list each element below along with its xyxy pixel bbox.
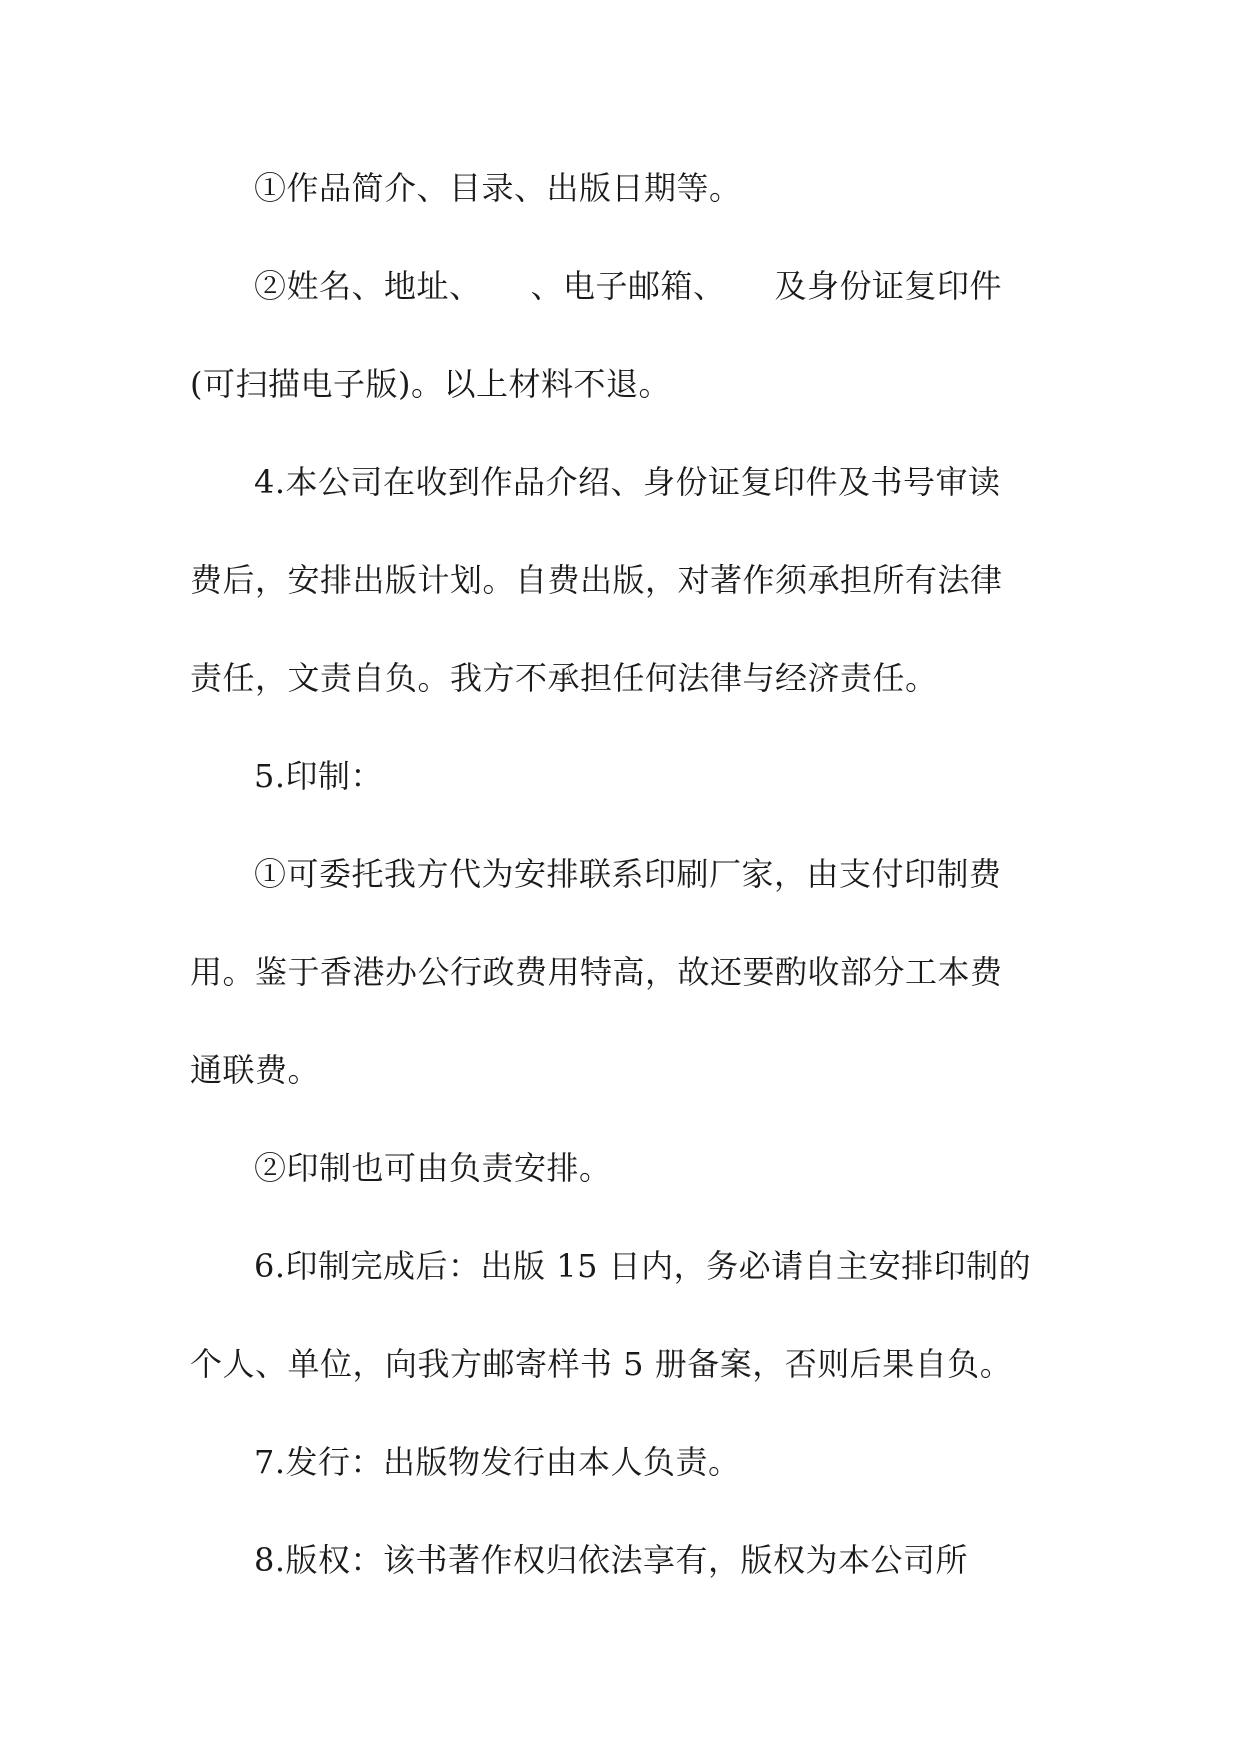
paragraph-line: 用。鉴于香港办公行政费用特高，故还要酌收部分工本费 bbox=[190, 953, 1003, 991]
paragraph-line: 6.印制完成后：出版 15 日内，务必请自主安排印制的 bbox=[254, 1247, 1032, 1285]
paragraph-line: ①作品简介、目录、出版日期等。 bbox=[254, 169, 742, 207]
paragraph-line: 5.印制： bbox=[254, 757, 384, 795]
paragraph-line: 7.发行：出版物发行由本人负责。 bbox=[254, 1443, 741, 1481]
paragraph-line: ②印制也可由负责安排。 bbox=[254, 1149, 612, 1187]
paragraph-line: ①可委托我方代为安排联系印刷厂家，由支付印制费 bbox=[254, 855, 1002, 893]
paragraph-line: ②姓名、地址、 、电子邮箱、 及身份证复印件 bbox=[254, 267, 1003, 305]
paragraph-line: (可扫描电子版)。以上材料不退。 bbox=[190, 365, 671, 403]
paragraph-line: 8.版权：该书著作权归依法享有，版权为本公司所 bbox=[254, 1541, 969, 1579]
paragraph-line: 责任，文责自负。我方不承担任何法律与经济责任。 bbox=[190, 659, 938, 697]
paragraph-line: 4.本公司在收到作品介绍、身份证复印件及书号审读 bbox=[254, 463, 1001, 501]
paragraph-line: 费后，安排出版计划。自费出版，对著作须承担所有法律 bbox=[190, 561, 1003, 599]
paragraph-line: 通联费。 bbox=[190, 1051, 321, 1089]
paragraph-line: 个人、单位，向我方邮寄样书 5 册备案，否则后果自负。 bbox=[190, 1345, 1013, 1383]
document-body bbox=[190, 169, 1050, 1642]
